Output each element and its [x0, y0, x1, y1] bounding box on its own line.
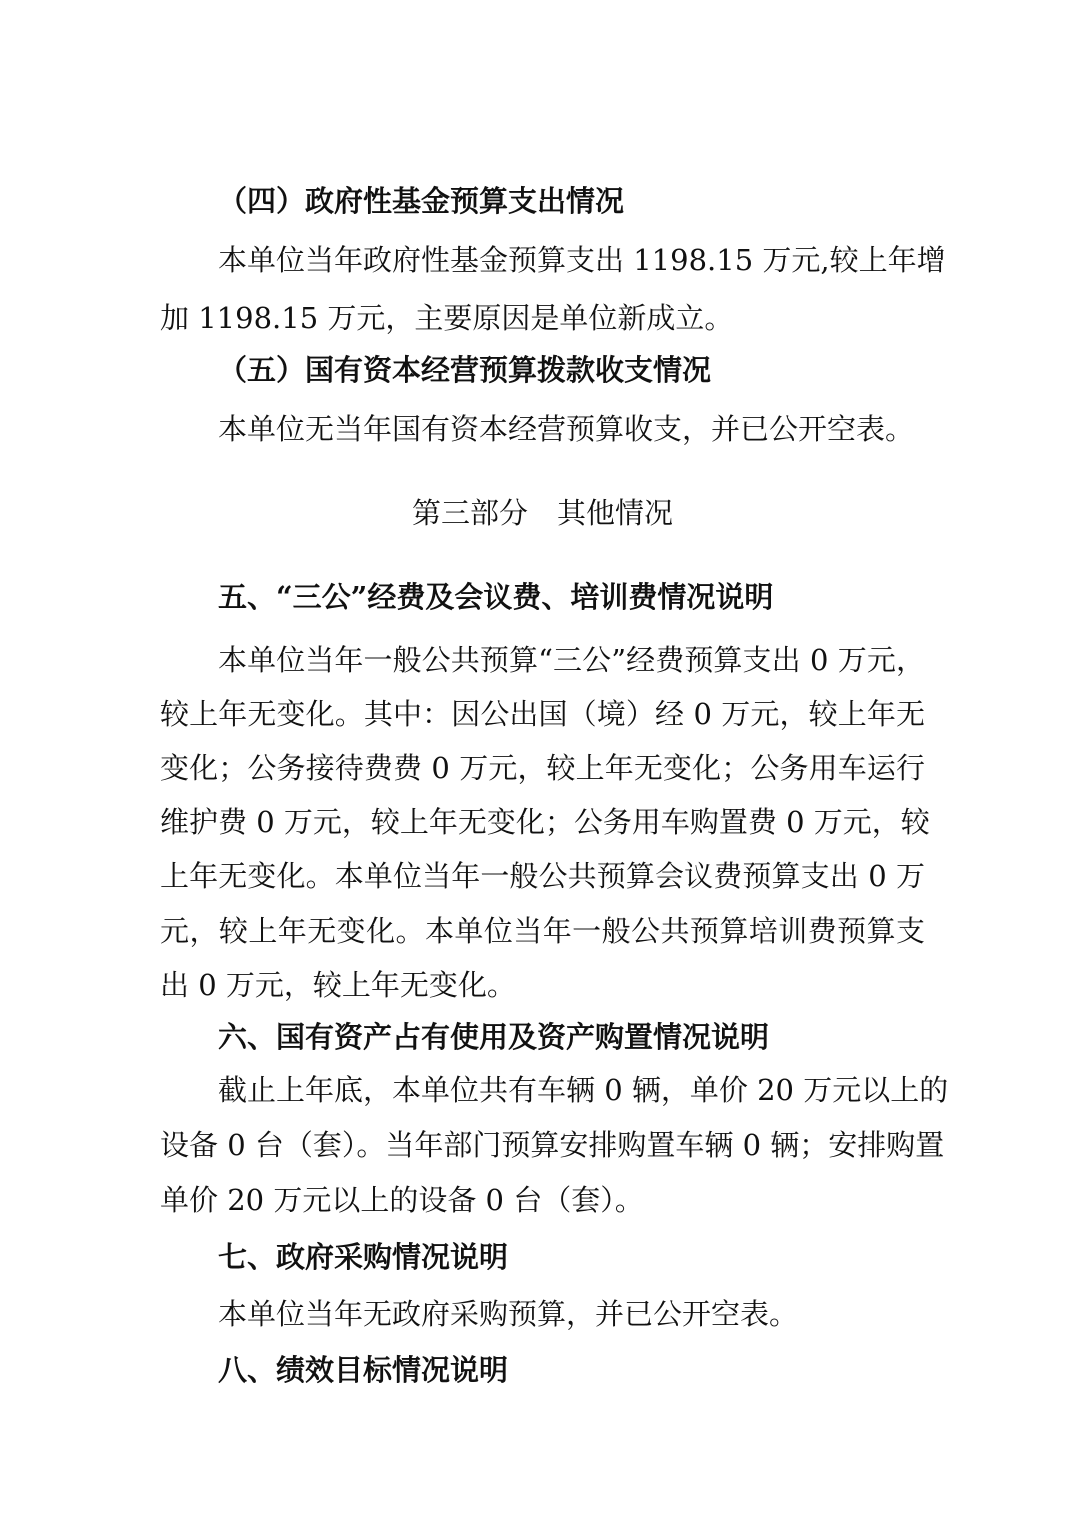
item-5-line-3: 变化；公务接待费费 0 万元，较上年无变化；公务用车运行	[160, 751, 925, 785]
item-6-heading: 六、国有资产占有使用及资产购置情况说明	[218, 1020, 770, 1054]
item-6-line-2: 设备 0 台（套）。当年部门预算安排购置车辆 0 辆；安排购置	[160, 1128, 945, 1162]
item-5-heading: 五、“三公”经费及会议费、培训费情况说明	[218, 580, 774, 614]
item-6-line-1: 截止上年底，本单位共有车辆 0 辆，单价 20 万元以上的	[218, 1073, 949, 1107]
item-5-line-7: 出 0 万元，较上年无变化。	[160, 968, 516, 1002]
item-8-heading: 八、绩效目标情况说明	[218, 1353, 509, 1387]
section-5-heading: （五）国有资本经营预算拨款收支情况	[218, 353, 712, 387]
section-4-body-line-2: 加 1198.15 万元，主要原因是单位新成立。	[160, 301, 734, 335]
item-5-line-4: 维护费 0 万元，较上年无变化；公务用车购置费 0 万元，较	[160, 805, 930, 839]
part-3-title: 第三部分 其他情况	[411, 496, 673, 530]
item-5-line-1: 本单位当年一般公共预算“三公”经费预算支出 0 万元，	[218, 643, 925, 677]
section-4-heading: （四）政府性基金预算支出情况	[218, 184, 625, 218]
item-5-line-6: 元，较上年无变化。本单位当年一般公共预算培训费预算支	[160, 914, 925, 948]
item-5-line-2: 较上年无变化。其中：因公出国（境）经 0 万元，较上年无	[160, 697, 925, 731]
item-6-line-3: 单价 20 万元以上的设备 0 台（套）。	[160, 1183, 644, 1217]
section-4-body-line-1: 本单位当年政府性基金预算支出 1198.15 万元,较上年增	[218, 243, 946, 277]
item-5-line-5: 上年无变化。本单位当年一般公共预算会议费预算支出 0 万	[160, 859, 925, 893]
item-7-line-1: 本单位当年无政府采购预算，并已公开空表。	[218, 1297, 799, 1331]
item-7-heading: 七、政府采购情况说明	[218, 1240, 509, 1274]
section-5-body-line-1: 本单位无当年国有资本经营预算收支，并已公开空表。	[218, 412, 915, 446]
